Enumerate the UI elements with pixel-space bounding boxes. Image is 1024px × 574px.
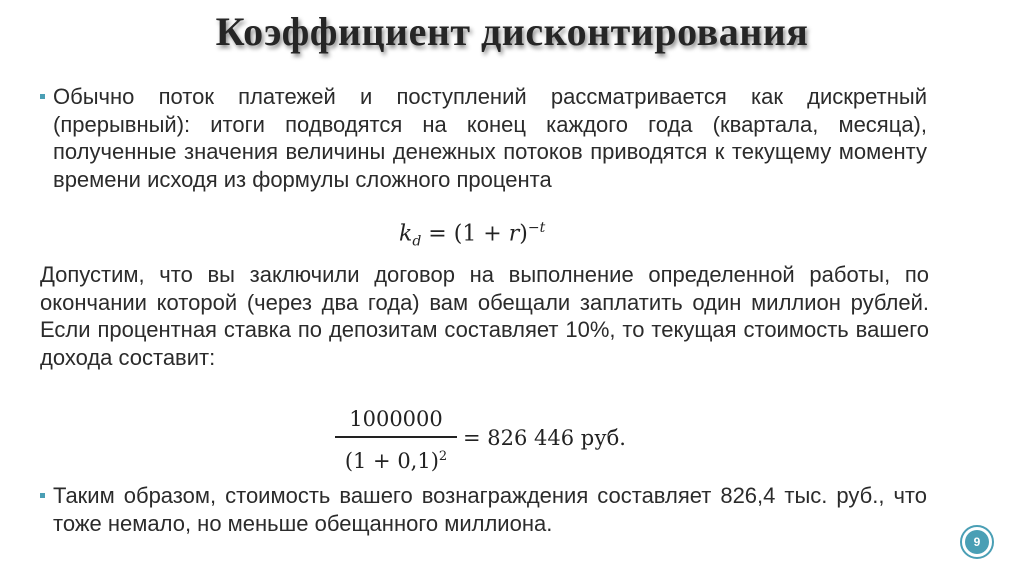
discount-factor-formula	[399, 220, 545, 250]
formula-result: = 826 446 руб.	[463, 426, 626, 450]
paragraph-example	[40, 261, 929, 371]
formula-k: k	[399, 221, 413, 247]
bullet-marker	[40, 94, 45, 99]
formula-rhs: = (1 +	[421, 221, 509, 247]
formula-close: )	[519, 221, 528, 247]
paragraph-text: Обычно поток платежей и поступлений рассматривается как дискретный (прерывный): итоги подводятся на конец каждого года (квартала, месяца), полученные значения величины денежных потоков приводятся к текущему моменту времени исходя из формулы сложного процента	[53, 84, 927, 192]
formula-subscript: d	[412, 233, 422, 250]
fraction-denominator	[335, 442, 457, 472]
paragraph-text: Допустим, что вы заключили договор на выполнение определенной работы, по окончании которой (через два года) вам обещали заплатить один миллион рублей. Если процентная ставка по депозитам составляет 10%, то текущая стоимость вашего дохода составит:	[40, 262, 929, 370]
paragraph-text: Таким образом, стоимость вашего вознаграждения составляет 826,4 тыс. руб., что тоже немало, но меньше обещанного миллиона.	[53, 483, 927, 536]
formula-r: r	[508, 221, 520, 247]
fraction-numerator: 1000000	[349, 407, 443, 431]
denominator-base: (1 + 0,1)	[344, 449, 439, 473]
denominator-exponent: 2	[438, 449, 448, 464]
fraction	[335, 404, 457, 472]
page-number: 9	[965, 530, 989, 554]
bullet-marker	[40, 493, 45, 498]
paragraph-discrete-flow	[53, 83, 927, 193]
paragraph-conclusion	[53, 482, 927, 537]
page-number-badge	[960, 525, 994, 559]
formula-exponent: −t	[527, 220, 546, 236]
fraction-bar	[335, 436, 457, 438]
slide-title: Коэффициент дисконтирования	[215, 9, 809, 54]
